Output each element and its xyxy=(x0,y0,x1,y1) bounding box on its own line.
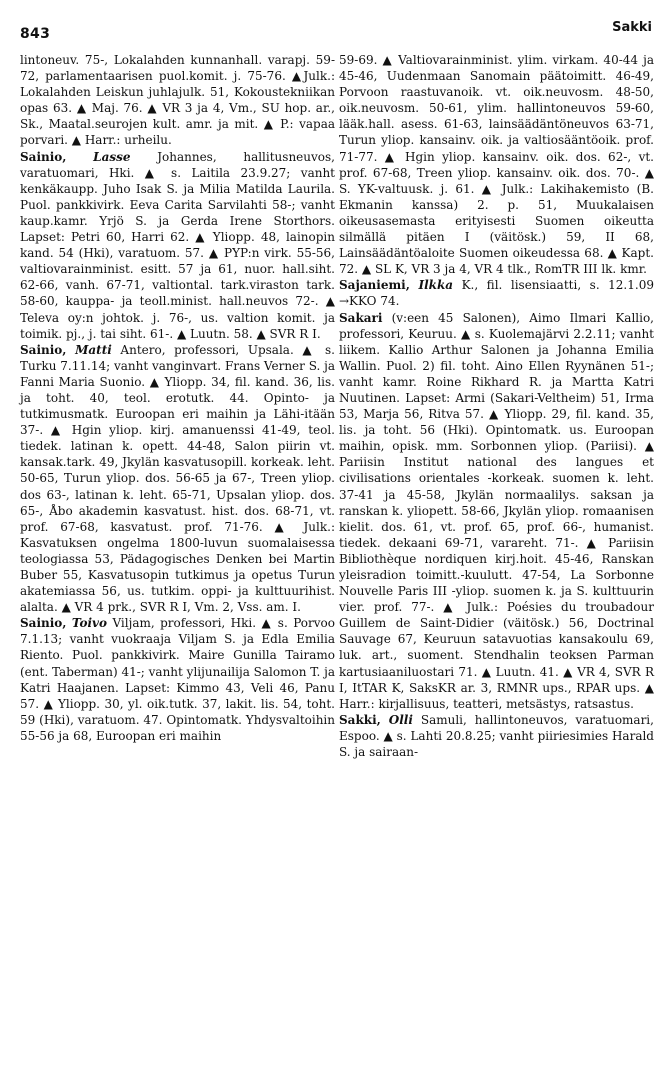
entry-surname: Sainio, xyxy=(20,616,67,631)
entry-sajaniemi-ilkka xyxy=(339,277,654,309)
entry-text: (v:een 45 Salonen), Aimo Ilmari Kallio, professori, Keuruu. ▲ s. Kuolemajärvi 2.2.11; vanht liikem. Kallio Arthur Salonen ja Johanna Emilia Wallin. Puol. 2) fil. toht. Aino Ellen Ryynänen 51-; vanht kamr. Roine Rikhard R. ja Martta Katri Nuutinen. Lapset: Armi (Sakari-Veltheim) 51, Irma 53, Marja 56, Ritva 57. ▲ Yliopp. 29, fil. kand. 35, lis. ja toht. 56 (Hki). Opintomatk. us. Euroopan maihin, opisk. mm. Sorbonnen yliop. (Pariisi). ▲ Pariisin Institut national des langues et civilisations orientales -korkeak. suomen k. leht. 37-41 ja 45-58, Jkylän normaalilys. saksan ja ranskan k. yliopett. 58-66, Jkylän yliop. romaanisen kielit. dos. 61, vt. prof. 65, prof. 66-, humanist. tiedek. dekaani 69-71, varareht. 71-. ▲ Pariisin Bibliothèque nordiquen kirj.hoit. 45-46, Ranskan yleisradion toimitt.-kuulutt. 47-54, La Sorbonne Nouvelle Paris III -yliop. suomen k. ja S. kulttuurin vier. prof. 77-. ▲ Julk.: Poésies du troubadour Guillem de Saint-Didier (väitösk.) 56, Doctrinal Sauvage 67, Keuruun satavuotias kansakoulu 69, luk. art., suoment. Stendhalin teoksen Parman kartusiaaniluostari 71. ▲ Luutn. 41. ▲ VR 4, SVR R I, ItTAR K, SaksKR ar. 3, RMNR ups., RPAR ups. ▲ Harr.: kirjallisuus, teatteri, metsästys, ratsastus. xyxy=(339,310,654,711)
entry-text: Johannes, hallitusneuvos, varatuomari, Hki. ▲ s. Laitila 23.9.27; vanht kenkäkaupp. Juho Isak S. ja Milia Matilda Laurila. Puol. pankkivirk. Eeva Carita Sarvilahti 58-; vanht kaup.kamr. Yrjö S. ja Gerda Irene Storthors. Lapset: Petri 60, Harri 62. ▲ Yliopp. 48, lainopin kand. 54 (Hki), varatuom. 57. ▲ PYP:n virk. 55-56, valtiovarainminist. esitt. 57 ja 61, nuor. hall.siht. 62-66, vanh. 67-71, valtiontal. tark.viraston tark. 58-60, kauppa- ja teoll.minist. hall.neuvos 72-. ▲ Televa oy:n johtok. j. 76-, us. valtion komit. ja toimik. pj., j. tai siht. 61-. ▲ Luutn. 58. ▲ SVR R I. xyxy=(20,149,335,341)
entry-given-name: Ilkka xyxy=(418,278,454,293)
entry-text: Viljam, professori, Hki. ▲ s. Porvoo 7.1.13; vanht vuokraaja Viljam S. ja Edla Emilia Riento. Puol. pankkivirk. Maire Gunilla Tairamo (ent. Taberman) 41-; vanht ylijunailija Salomon T. ja Katri Haajanen. Lapset: Kimmo 43, Veli 46, Panu 57. ▲ Yliopp. 30, yl. oik.tutk. 37, lakit. lis. 54, toht. 59 (Hki), varatuom. 47. Opintomatk. Yhdysvaltoihin 55-56 ja 68, Euroopan eri maihin xyxy=(20,616,335,743)
right-column xyxy=(339,52,654,760)
entry-given-name: Lasse xyxy=(93,149,131,164)
entry-sainio-toivo xyxy=(20,615,335,744)
entry-text: lintoneuv. 75-, Lokalahden kunnanhall. varapj. 59-72, parlamentaarisen puol.komit. j. 75-76. ▲Julk.: Lokalahden Leiskun juhlajulk. 51, Kokoustekniikan opas 63. ▲ Maj. 76. ▲ VR 3 ja 4, Vm., SU hop. ar., Sk., Maatal.seurojen kult. amr. ja mit. ▲ P.: vapaa porvari. ▲ Harr.: urheilu. xyxy=(20,53,335,148)
entry-given-name: Toivo xyxy=(71,616,108,631)
entry-continuation xyxy=(20,52,335,149)
entry-continuation xyxy=(339,52,654,277)
left-column xyxy=(20,52,335,744)
running-head: Sakki xyxy=(612,20,652,35)
page-number: 843 xyxy=(20,26,51,42)
entry-surname: Sainio, xyxy=(20,149,67,164)
entry-surname: Sajaniemi, xyxy=(339,278,410,293)
entry-text: 59-69. ▲ Valtiovarainminist. ylim. virkam. 40-44 ja 45-46, Uudenmaan Sanomain päätoimitt. 46-49, Porvoon raastuvanoik. vt. oik.neuvosm. 48-50, oik.neuvosm. 50-61, ylim. hallintoneuvos 59-60, lääk.hall. asess. 61-63, lainsäädäntöneuvos 63-71, Turun yliop. kansainv. oik. ja valtiosääntöoik. prof. 71-77. ▲ Hgin yliop. kansainv. oik. dos. 62-, vt. prof. 67-68, Treen yliop. kansainv. oik. dos. 70-. ▲ S. YK-valtuusk. j. 61. ▲ Julk.: Lakihakemisto (B. Ekmanin kanssa) 2. p. 51, Muukalaisen oikeusasemasta erityisesti Suomen oikeutta silmällä pitäen I (väitösk.) 59, II 68, Lainsäädäntöaloite Suomen oikeudessa 68. ▲ Kapt. 72. ▲ SL K, VR 3 ja 4, VR 4 tlk., RomTR III lk. kmr. xyxy=(339,53,654,277)
entry-surname: Sainio, xyxy=(20,342,67,357)
entry-surname: Sakari xyxy=(339,310,383,325)
entry-sainio-lasse xyxy=(20,149,335,342)
entry-given-name: Olli xyxy=(388,712,413,727)
entry-sakki-olli xyxy=(339,712,654,760)
entry-text: Samuli, hallintoneuvos, varatuomari, Espoo. ▲ s. Lahti 20.8.25; vanht piiriesimies Harald S. ja sairaan- xyxy=(339,712,654,760)
entry-sakari-aimo xyxy=(339,310,654,712)
entry-text: Antero, professori, Upsala. ▲ s. Turku 7.11.14; vanht vanginvart. Frans Verner S. ja Fanni Maria Suonio. ▲ Yliopp. 34, fil. kand. 36, lis. ja toht. 40, teol. erotutk. 44. Opinto- ja tutkimusmatk. Euroopan eri maihin ja Lähi-itään 37-. ▲ Hgin yliop. kirj. amanuenssi 41-49, teol. tiedek. latinan k. opett. 44-48, Salon piirin vt. kansak.tark. 49, Jkylän kasvatusopill. korkeak. leht. 50-65, Turun yliop. dos. 56-65 ja 67-, Treen yliop. dos 63-, latinan k. leht. 65-71, Upsalan yliop. dos. 65-, Åbo akademin kasvatust. hist. dos. 68-71, vt. prof. 67-68, kasvatust. prof. 71-76. ▲ Julk.: Kasvatuksen ongelma 1800-luvun suomalaisessa teologiassa 53, Pädagogisches Denken bei Martin Buber 55, Kasvatusopin tutkimus ja opetus Turun akatemiassa 56, us. tutkim. oppi- ja kulttuurihist. alalta. ▲ VR 4 prk., SVR R I, Vm. 2, Vss. am. I. xyxy=(20,342,335,615)
entry-sainio-matti xyxy=(20,342,335,616)
entry-text: K., fil. lisensiaatti, s. 12.1.09 →KKO 74. xyxy=(339,278,654,309)
entry-surname: Sakki, xyxy=(339,712,381,727)
entry-given-name: Matti xyxy=(75,342,112,357)
